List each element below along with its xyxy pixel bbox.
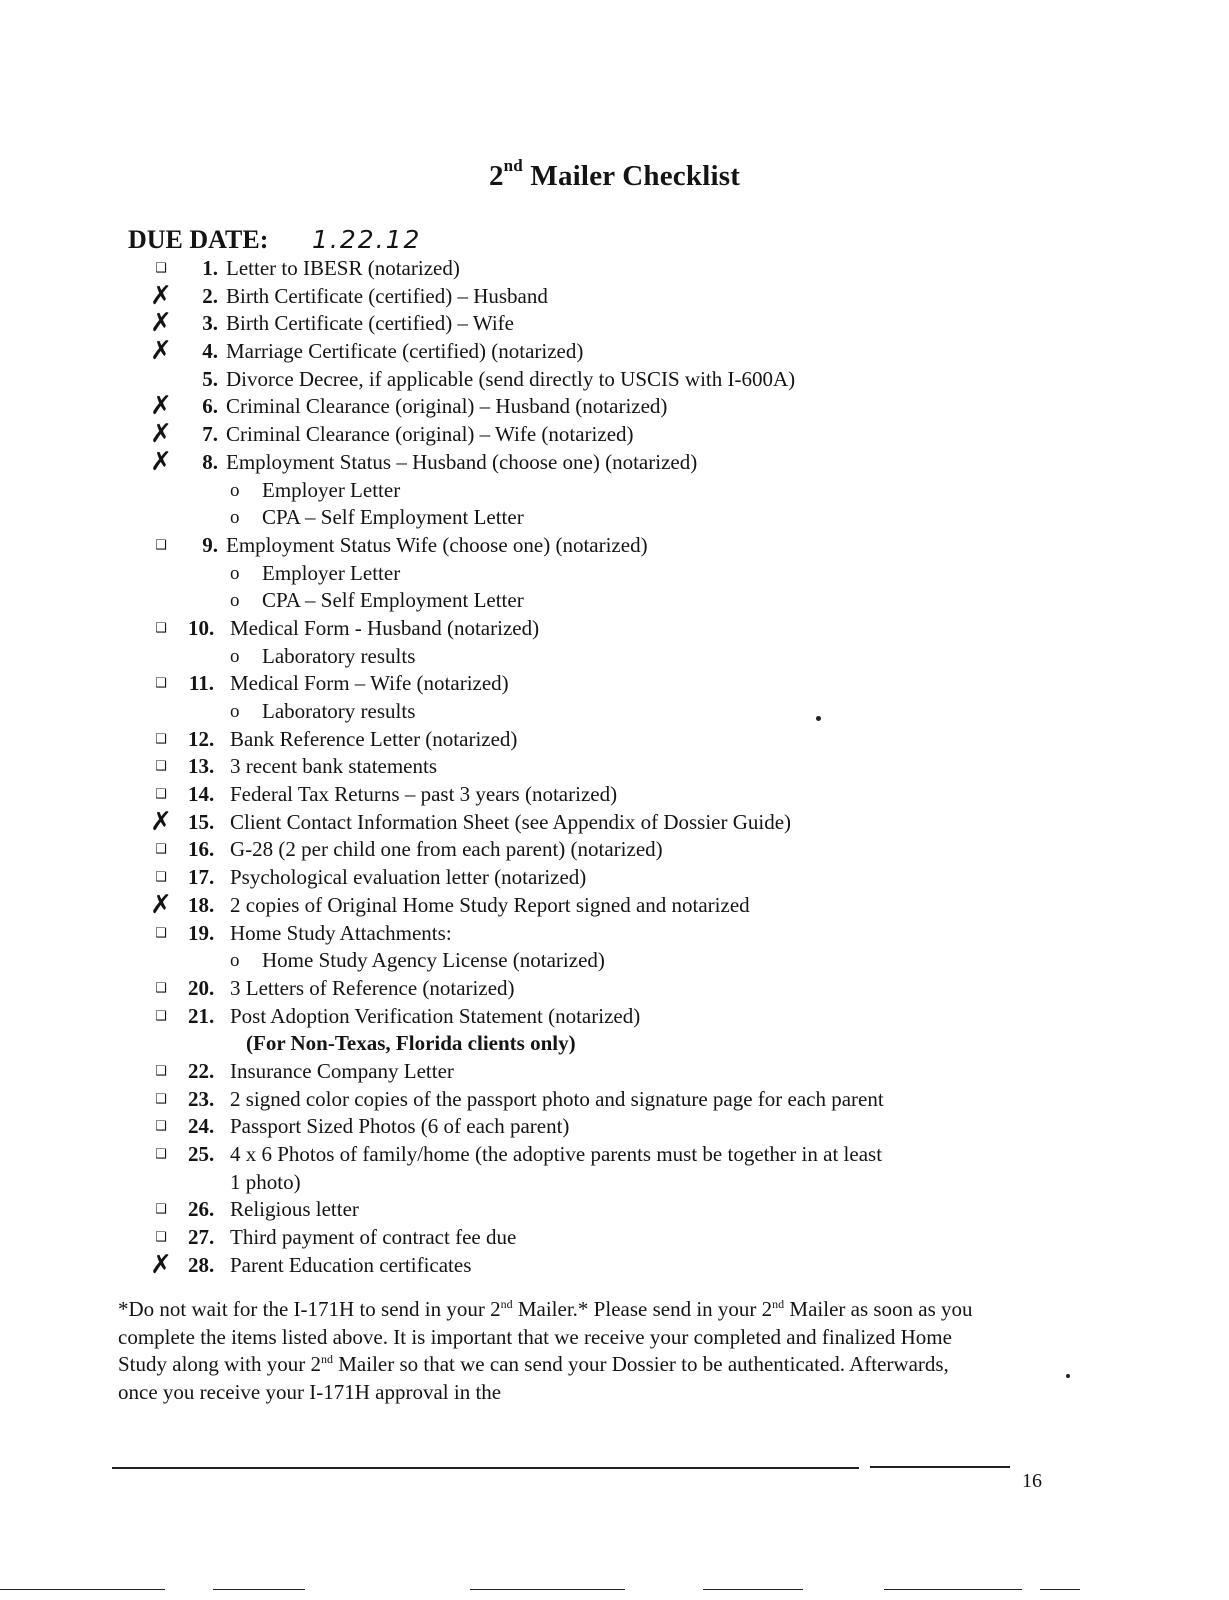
- item-text: Divorce Decree, if applicable (send directly to USCIS with I-600A): [226, 366, 796, 391]
- sub-item: [0, 560, 1229, 588]
- item-number: 22.: [188, 1058, 215, 1083]
- item-text: Parent Education certificates: [230, 1252, 472, 1277]
- title-ordinal-num: 2: [488, 160, 504, 192]
- item-text: Criminal Clearance (original) – Husband (notarized): [226, 394, 668, 419]
- checklist-item: [0, 255, 1229, 283]
- checkbox-icon[interactable]: ❑: [155, 1008, 167, 1024]
- checkbox-icon[interactable]: ❑: [155, 1091, 167, 1107]
- item-note-text: (For Non-Texas, Florida clients only): [246, 1031, 576, 1056]
- title-main: Mailer Checklist: [530, 160, 741, 192]
- checklist-item: [0, 864, 1229, 892]
- item-number: 15.: [188, 809, 215, 834]
- bullet-icon: o: [230, 645, 240, 667]
- item-number: 13.: [188, 754, 215, 779]
- item-number: 9.: [202, 532, 218, 557]
- item-number: 16.: [188, 837, 215, 862]
- checked-x-icon[interactable]: ✗: [150, 336, 172, 367]
- page-number: 16: [1022, 1470, 1042, 1492]
- checklist-item: [0, 393, 1229, 421]
- checklist-item: [0, 806, 1229, 837]
- item-number: 4.: [202, 339, 218, 364]
- checkbox-icon[interactable]: ❑: [155, 676, 167, 692]
- item-text: Birth Certificate (certified) – Husband: [226, 283, 548, 308]
- item-number: 14.: [188, 782, 215, 807]
- checklist-item: [0, 726, 1229, 754]
- checked-x-icon[interactable]: ✗: [150, 446, 172, 477]
- item-number: 3.: [202, 311, 218, 336]
- checklist-item: [0, 532, 1229, 560]
- checkbox-icon[interactable]: ❑: [155, 620, 167, 636]
- sub-item-text: Laboratory results: [262, 699, 416, 723]
- checklist: [0, 255, 1229, 1279]
- item-text: 4 x 6 Photos of family/home (the adoptive parents must be together in at least: [230, 1142, 883, 1166]
- item-text: G-28 (2 per child one from each parent) (notarized): [230, 837, 663, 862]
- checkbox-icon[interactable]: ❑: [155, 1147, 167, 1162]
- bottom-rule-4: [703, 1589, 803, 1590]
- item-text: Birth Certificate (certified) – Wife: [226, 311, 514, 336]
- item-text: Criminal Clearance (original) – Wife (notarized): [226, 422, 634, 447]
- item-number: 27.: [188, 1225, 215, 1250]
- checked-x-icon[interactable]: ✗: [150, 391, 172, 422]
- item-text: 3 recent bank statements: [230, 754, 438, 779]
- item-number: 8.: [202, 449, 218, 474]
- checked-x-icon[interactable]: ✗: [150, 308, 172, 339]
- bullet-icon: o: [230, 507, 240, 529]
- checked-x-icon[interactable]: ✗: [150, 806, 172, 837]
- item-text: Client Contact Information Sheet (see Appendix of Dossier Guide): [230, 809, 792, 834]
- checklist-item: [0, 975, 1229, 1003]
- bullet-icon: o: [230, 590, 240, 612]
- item-number: 12.: [188, 726, 215, 751]
- checkbox-icon[interactable]: ❑: [155, 842, 167, 858]
- sub-item: [0, 477, 1229, 505]
- checklist-item: [0, 1141, 1229, 1169]
- sub-item-text: Employer Letter: [262, 560, 401, 585]
- item-text: Religious letter: [230, 1197, 359, 1222]
- item-text: Federal Tax Returns – past 3 years (notarized): [230, 782, 618, 807]
- checklist-item: [0, 615, 1229, 643]
- checklist-item: [0, 1003, 1229, 1031]
- scan-speck: [816, 716, 821, 721]
- checkbox-icon[interactable]: ❑: [155, 1119, 167, 1135]
- checklist-item: [0, 1224, 1229, 1252]
- item-text: Marriage Certificate (certified) (notarized): [226, 339, 584, 364]
- checklist-item: [0, 836, 1229, 864]
- item-text: Psychological evaluation letter (notarized): [230, 865, 587, 890]
- checklist-item: [0, 889, 1229, 920]
- item-text: Passport Sized Photos (6 of each parent): [230, 1114, 570, 1139]
- item-text: Medical Form - Husband (notarized): [230, 615, 540, 640]
- footer-sup-3: nd: [321, 1352, 333, 1367]
- item-continuation: [0, 1169, 1229, 1197]
- item-number: 6.: [202, 394, 218, 419]
- checkbox-icon[interactable]: ❑: [155, 759, 167, 775]
- footer-note: [118, 1296, 988, 1407]
- bottom-rule-2: [213, 1589, 305, 1590]
- item-number: 18.: [188, 892, 215, 917]
- item-continuation-text: 1 photo): [230, 1169, 301, 1194]
- sub-item-text: CPA – Self Employment Letter: [262, 588, 524, 613]
- footer-sup-2: nd: [772, 1297, 785, 1311]
- item-number: 17.: [188, 865, 215, 890]
- checkbox-icon[interactable]: ❑: [155, 1202, 167, 1218]
- checkbox-icon[interactable]: ❑: [155, 1063, 167, 1079]
- sub-item-text: Home Study Agency License (notarized): [262, 948, 605, 973]
- checklist-item: [0, 1058, 1229, 1086]
- bullet-icon: o: [230, 950, 240, 972]
- bullet-icon: o: [230, 562, 240, 584]
- checklist-item: [0, 421, 1229, 449]
- sub-item: [0, 643, 1229, 671]
- footer-rule-right: [870, 1466, 1010, 1468]
- checklist-item: [0, 1113, 1229, 1141]
- item-text: Letter to IBESR (notarized): [226, 256, 460, 280]
- item-text: Medical Form – Wife (notarized): [230, 671, 509, 696]
- item-number: 26.: [188, 1197, 215, 1222]
- item-number: 7.: [202, 422, 218, 447]
- item-number: 24.: [188, 1114, 215, 1139]
- item-number: 11.: [188, 671, 214, 696]
- scan-speck: [1066, 1374, 1070, 1378]
- item-text: Employment Status Wife (choose one) (notarized): [226, 532, 648, 557]
- checklist-item: [0, 310, 1229, 338]
- checklist-item: [0, 753, 1229, 781]
- footer-rule-left: [112, 1467, 859, 1469]
- item-text: Bank Reference Letter (notarized): [230, 726, 518, 751]
- item-number: 25.: [188, 1142, 215, 1166]
- checkbox-icon[interactable]: ❑: [155, 537, 167, 553]
- sub-item: [0, 947, 1229, 975]
- bottom-rule-3: [470, 1589, 625, 1590]
- checkbox-icon[interactable]: ❑: [155, 1230, 167, 1246]
- item-text: Third payment of contract fee due: [230, 1225, 517, 1250]
- sub-item-text: CPA – Self Employment Letter: [262, 505, 524, 530]
- item-text: Home Study Attachments:: [230, 920, 452, 945]
- item-number: 1.: [202, 256, 218, 280]
- footer-text-1: *Do not wait for the I-171H to send in your 2: [118, 1297, 501, 1321]
- checkbox-icon[interactable]: ❑: [155, 980, 167, 996]
- item-text: Post Adoption Verification Statement (notarized): [230, 1003, 641, 1028]
- bullet-icon: o: [230, 479, 240, 501]
- sub-item-text: Employer Letter: [262, 477, 401, 502]
- footer-text-2: Mailer.* Please send in your 2: [512, 1297, 773, 1321]
- sub-item-text: Laboratory results: [262, 643, 416, 668]
- footer-text-3: Mailer as soon as you complete the items listed above. It is important that we receive your completed and finalized Home Study along with your 2: [118, 1297, 973, 1377]
- item-text: 3 Letters of Reference (notarized): [230, 975, 515, 1000]
- checked-x-icon[interactable]: ✗: [150, 1249, 172, 1280]
- item-text: 2 copies of Original Home Study Report signed and notarized: [230, 892, 750, 917]
- checklist-item: [0, 670, 1229, 698]
- item-number: 2.: [202, 283, 218, 308]
- item-number: 10.: [188, 615, 215, 640]
- checklist-item: [0, 781, 1229, 809]
- item-number: 28.: [188, 1252, 215, 1277]
- bottom-rule-5: [884, 1589, 1022, 1590]
- item-number: 23.: [188, 1086, 215, 1111]
- footer-sup-1: nd: [500, 1297, 513, 1311]
- checkbox-icon[interactable]: ❑: [155, 731, 167, 747]
- item-text: Employment Status – Husband (choose one) (notarized): [226, 449, 698, 474]
- item-number: 19.: [188, 920, 215, 945]
- checklist-item: [0, 920, 1229, 948]
- bottom-rule-6: [1040, 1589, 1080, 1590]
- checked-x-icon[interactable]: ✗: [150, 419, 172, 450]
- checked-x-icon[interactable]: ✗: [150, 280, 172, 311]
- item-text: 2 signed color copies of the passport photo and signature page for each parent: [230, 1086, 884, 1111]
- item-text: Insurance Company Letter: [230, 1058, 454, 1083]
- checklist-item: [0, 366, 1229, 394]
- checkbox-icon[interactable]: ❑: [155, 925, 167, 941]
- checklist-item: [0, 280, 1229, 311]
- checked-x-icon[interactable]: ✗: [150, 889, 172, 920]
- checkbox-icon[interactable]: ❑: [155, 870, 167, 886]
- page-title: [0, 156, 1229, 193]
- checklist-item: [0, 338, 1229, 366]
- footer-text-4: Mailer so that we can send your Dossier to be authenticated. Afterwards, once you receive your I-171H approval in the: [118, 1352, 949, 1405]
- sub-item: [0, 587, 1229, 615]
- checklist-item: [0, 1086, 1229, 1114]
- item-number: 20.: [188, 975, 215, 1000]
- checklist-item: [0, 1196, 1229, 1224]
- checklist-item: [0, 446, 1229, 477]
- sub-item: [0, 504, 1229, 532]
- checkbox-icon[interactable]: ❑: [155, 787, 167, 803]
- checklist-item: [0, 1249, 1229, 1280]
- item-number: 5.: [202, 366, 218, 391]
- due-date-value: 1.22.12: [312, 225, 422, 254]
- bullet-icon: o: [230, 701, 240, 722]
- item-number: 21.: [188, 1003, 215, 1028]
- checkbox-icon[interactable]: ❑: [155, 261, 167, 276]
- bottom-rule-1: [0, 1589, 165, 1590]
- item-note: [0, 1030, 1229, 1058]
- due-date-label: DUE DATE:: [128, 225, 269, 254]
- sub-item: [0, 698, 1229, 726]
- title-ordinal-sup: nd: [503, 156, 523, 176]
